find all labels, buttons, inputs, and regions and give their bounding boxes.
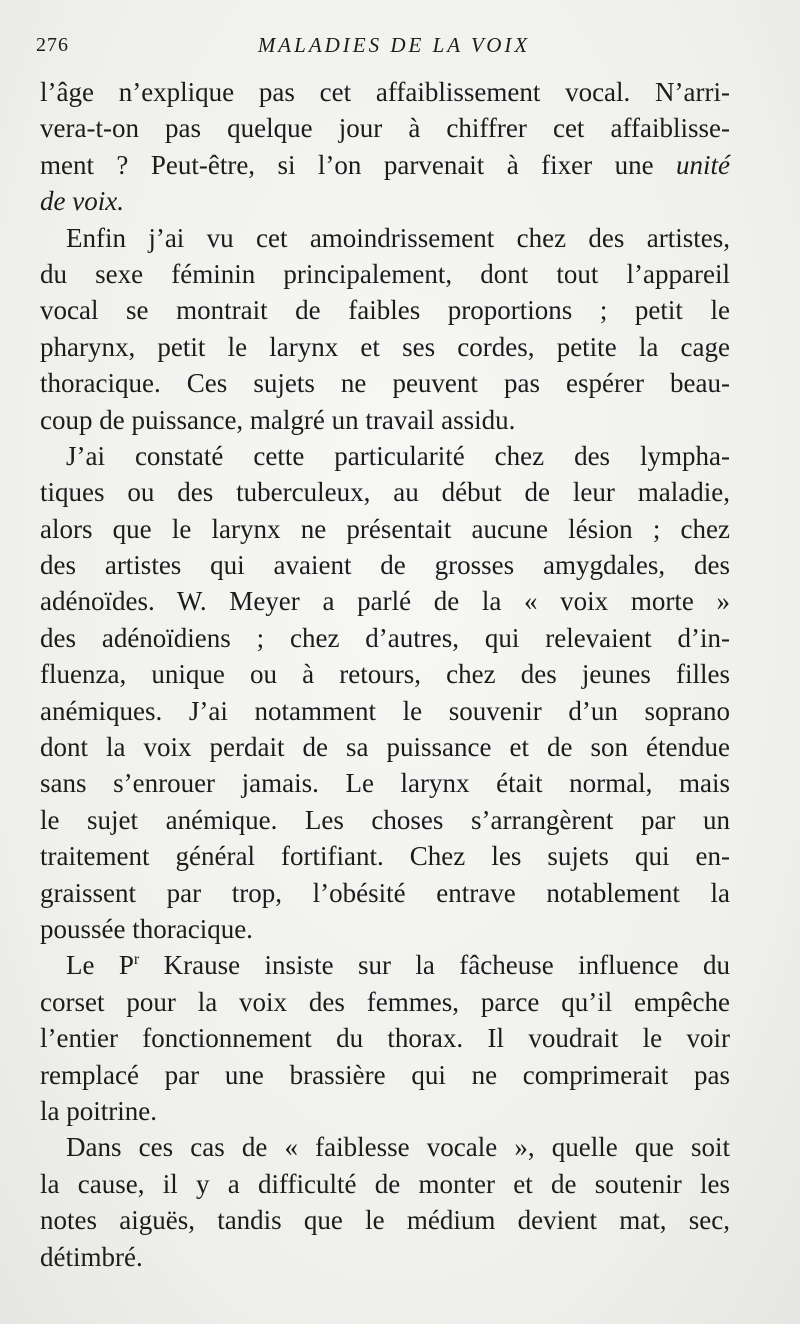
text-line xyxy=(40,1129,730,1165)
text-line xyxy=(40,1202,730,1238)
text-line xyxy=(40,802,730,838)
page-header xyxy=(36,30,752,60)
text-line xyxy=(40,947,730,983)
text-run: pharynx, petit le larynx et ses cordes, petite la cage xyxy=(40,331,730,362)
text-line xyxy=(40,875,730,911)
text-line xyxy=(40,365,730,401)
text-line xyxy=(40,402,730,438)
text-line xyxy=(40,74,730,110)
text-run: de voix. xyxy=(40,186,124,217)
text-run: détimbré. xyxy=(40,1241,143,1272)
text-line xyxy=(40,110,730,146)
text-run: thoracique. Ces sujets ne peuvent pas espérer beau- xyxy=(40,368,730,399)
text-run: fluenza, unique ou à retours, chez des jeunes filles xyxy=(40,659,730,690)
text-run: le sujet anémique. Les choses s’arrangèrent par un xyxy=(40,804,730,835)
text-run: des artistes qui avaient de grosses amygdales, des xyxy=(40,550,730,581)
text-line xyxy=(40,438,730,474)
body-text xyxy=(40,74,730,1275)
text-run: graissent par trop, l’obésité entrave notablement la xyxy=(40,877,730,908)
text-line xyxy=(40,183,730,219)
text-run: Le P xyxy=(66,950,134,981)
text-line xyxy=(40,256,730,292)
text-line xyxy=(40,984,730,1020)
text-run: poussée thoracique. xyxy=(40,913,253,944)
text-line xyxy=(40,1166,730,1202)
text-run: la poitrine. xyxy=(40,1095,157,1126)
text-line xyxy=(40,656,730,692)
text-run: du sexe féminin principalement, dont tout l’appareil xyxy=(40,258,730,289)
text-run: unité xyxy=(676,149,730,180)
text-line xyxy=(40,292,730,328)
text-run: traitement général fortifiant. Chez les sujets qui en- xyxy=(40,841,730,872)
text-run: sans s’enrouer jamais. Le larynx était normal, mais xyxy=(40,768,730,799)
text-run: l’âge n’explique pas cet affaiblissement vocal. N’arri- xyxy=(40,77,730,107)
text-run: notes aiguës, tandis que le médium devient mat, sec, xyxy=(40,1205,730,1236)
text-run: tiques ou des tuberculeux, au début de leur maladie, xyxy=(40,477,730,508)
text-line xyxy=(40,220,730,256)
text-run: l’entier fonctionnement du thorax. Il voudrait le voir xyxy=(40,1023,730,1054)
text-line xyxy=(40,911,730,947)
text-line xyxy=(40,765,730,801)
text-run: Enfin j’ai vu cet amoindrissement chez des artistes, xyxy=(66,222,730,253)
text-run: alors que le larynx ne présentait aucune lésion ; chez xyxy=(40,513,730,544)
text-line xyxy=(40,511,730,547)
text-run: la cause, il y a difficulté de monter et de soutenir les xyxy=(40,1168,730,1199)
text-run: vocal se montrait de faibles proportions ; petit le xyxy=(40,295,730,326)
text-line xyxy=(40,547,730,583)
running-head: MALADIES DE LA VOIX xyxy=(257,33,531,57)
text-run: ment ? Peut-être, si l’on parvenait à fixer une xyxy=(40,149,676,180)
text-run: Dans ces cas de « faiblesse vocale », quelle que soit xyxy=(66,1132,730,1163)
text-run: corset pour la voix des femmes, parce qu’il empêche xyxy=(40,986,730,1017)
text-run: adénoïdes. W. Meyer a parlé de la « voix morte » xyxy=(40,586,730,617)
text-run: dont la voix perdait de sa puissance et de son étendue xyxy=(40,732,730,763)
text-line xyxy=(40,474,730,510)
text-run: remplacé par une brassière qui ne comprimerait pas xyxy=(40,1059,730,1090)
text-line xyxy=(40,583,730,619)
text-line xyxy=(40,693,730,729)
text-line xyxy=(40,729,730,765)
text-line xyxy=(40,147,730,183)
text-run: vera-t-on pas quelque jour à chiffrer cet affaiblisse- xyxy=(40,113,730,144)
text-line xyxy=(40,838,730,874)
text-run: Krause insiste sur la fâcheuse influence du xyxy=(139,950,730,981)
text-line xyxy=(40,1020,730,1056)
text-line xyxy=(40,329,730,365)
text-line xyxy=(40,1093,730,1129)
text-line xyxy=(40,1239,730,1275)
text-run: J’ai constaté cette particularité chez des lympha- xyxy=(66,440,730,471)
text-run: des adénoïdiens ; chez d’autres, qui relevaient d’in- xyxy=(40,622,730,653)
text-run: coup de puissance, malgré un travail assidu. xyxy=(40,404,516,435)
page-number: 276 xyxy=(36,34,69,56)
text-line xyxy=(40,1057,730,1093)
text-run: anémiques. J’ai notamment le souvenir d’un soprano xyxy=(40,695,730,726)
text-run: r xyxy=(133,951,140,969)
text-line xyxy=(40,620,730,656)
